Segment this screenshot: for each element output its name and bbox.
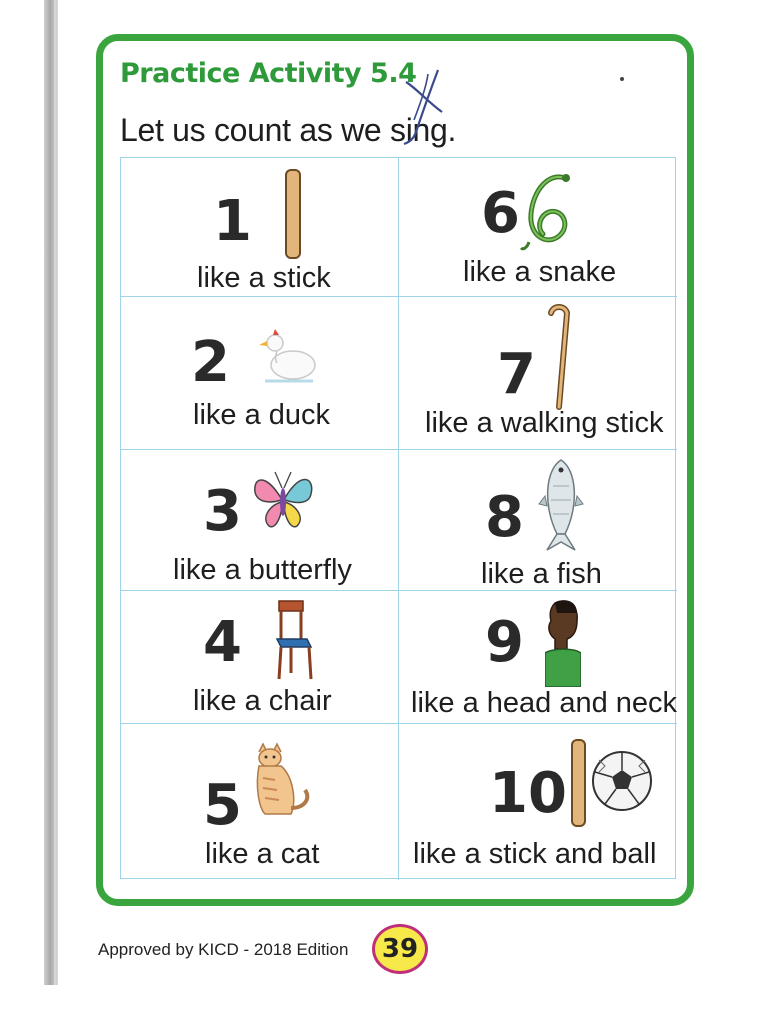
numbers-table [120,157,676,879]
number-label: 8 [485,485,524,550]
number-label: 4 [203,610,242,675]
walking-stick-icon [547,303,573,411]
book-binding [44,0,58,985]
number-caption: like a snake [463,256,617,288]
number-caption: like a chair [193,685,332,717]
pen-mark-icon [402,68,446,146]
number-cell-3 [121,450,399,591]
binding-line [54,0,56,985]
number-caption: like a butterfly [173,554,352,586]
head-and-neck-icon [545,597,581,687]
page-number-badge [372,924,428,974]
number-caption: like a fish [481,558,602,590]
number-caption: like a cat [205,838,320,870]
number-cell-6 [399,158,677,297]
activity-instruction: Let us count as we sing. [120,112,457,148]
snake-icon [519,170,577,252]
fish-icon [537,456,585,554]
page-number: 39 [381,934,419,964]
cat-icon [251,742,313,818]
number-cell-7 [399,297,677,450]
chair-icon [271,599,315,681]
number-cell-2 [121,297,399,450]
number-label: 10 [489,761,567,826]
number-caption: like a walking stick [425,407,664,439]
number-cell-1 [121,158,399,297]
number-caption: like a stick and ball [413,838,657,870]
number-caption: like a head and neck [411,687,677,719]
number-label: 7 [497,342,536,407]
footer-approval-text: Approved by KICD - 2018 Edition [98,940,349,959]
number-caption: like a stick [197,262,331,294]
activity-title: Practice Activity 5.4 [120,58,417,89]
number-cell-8 [399,450,677,591]
number-label: 9 [485,610,524,675]
stray-dot [620,77,624,81]
number-label: 1 [213,189,252,254]
butterfly-icon [251,464,315,534]
number-cell-10 [399,724,677,880]
duck-icon [257,327,319,385]
number-cell-4 [121,591,399,724]
number-label: 6 [481,181,520,246]
number-label: 5 [203,773,242,838]
stick-icon [283,168,303,260]
ball-icon [591,750,653,812]
number-caption: like a duck [193,399,331,431]
stick-icon [569,738,589,830]
number-label: 2 [191,330,230,395]
number-cell-5 [121,724,399,880]
number-label: 3 [203,479,242,544]
number-cell-9 [399,591,677,724]
